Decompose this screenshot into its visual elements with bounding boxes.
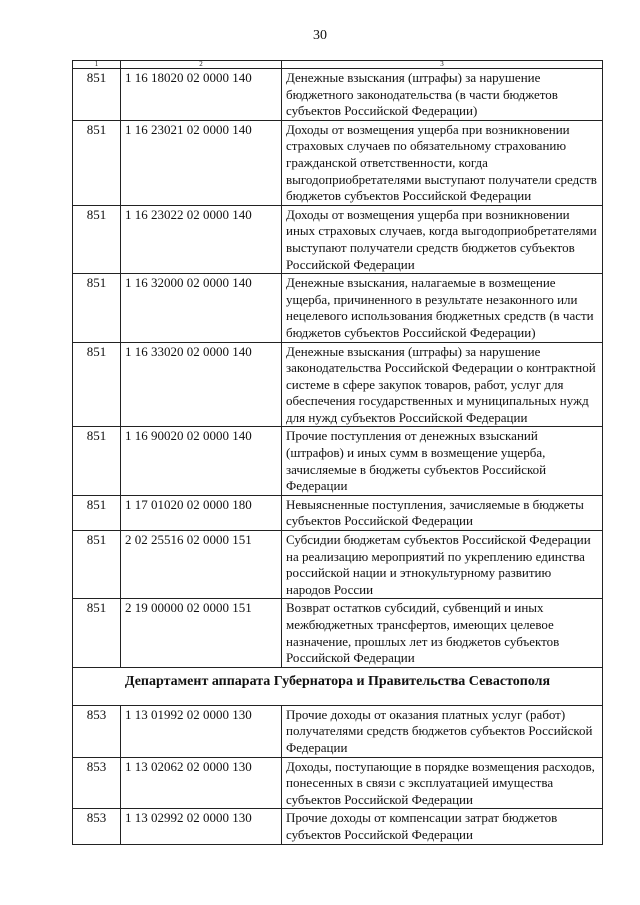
column-header: 2	[121, 61, 282, 69]
revenue-name-cell: Доходы от возмещения ущерба при возникновении иных страховых случаев, когда выгодоприобретателями выступают получатели средств бюджетов субъектов Российской Федерации	[282, 205, 603, 273]
column-header: 1	[73, 61, 121, 69]
budget-code-cell: 1 17 01020 02 0000 180	[121, 495, 282, 530]
table-row	[73, 205, 603, 273]
table-row	[73, 427, 603, 495]
revenue-codes-table	[72, 60, 603, 845]
revenue-name-cell: Прочие доходы от компенсации затрат бюджетов субъектов Российской Федерации	[282, 809, 603, 844]
budget-code-cell: 1 16 32000 02 0000 140	[121, 274, 282, 342]
budget-code-cell: 1 16 18020 02 0000 140	[121, 69, 282, 121]
budget-code-cell: 1 13 01992 02 0000 130	[121, 705, 282, 757]
revenue-name-cell: Денежные взыскания (штрафы) за нарушение бюджетного законодательства (в части бюджетов субъектов Российской Федерации)	[282, 69, 603, 121]
budget-code-cell: 1 16 23021 02 0000 140	[121, 120, 282, 205]
revenue-name-cell: Прочие доходы от оказания платных услуг (работ) получателями средств бюджетов субъектов Российской Федерации	[282, 705, 603, 757]
table-row	[73, 120, 603, 205]
revenue-name-cell: Субсидии бюджетам субъектов Российской Федерации на реализацию мероприятий по укреплению единства российской нации и этнокультурному развитию народов России	[282, 531, 603, 599]
admin-code-cell: 853	[73, 757, 121, 809]
table-row	[73, 274, 603, 342]
section-title: Департамент аппарата Губернатора и Правительства Севастополя	[73, 667, 603, 705]
table-row	[73, 599, 603, 667]
admin-code-cell: 853	[73, 809, 121, 844]
admin-code-cell: 853	[73, 705, 121, 757]
revenue-name-cell: Доходы, поступающие в порядке возмещения расходов, понесенных в связи с эксплуатацией имущества субъектов Российской Федерации	[282, 757, 603, 809]
revenue-name-cell: Прочие поступления от денежных взысканий (штрафов) и иных сумм в возмещение ущерба, зачисляемые в бюджеты субъектов Российской Федерации	[282, 427, 603, 495]
admin-code-cell: 851	[73, 69, 121, 121]
revenue-name-cell: Денежные взыскания (штрафы) за нарушение законодательства Российской Федерации о контрактной системе в сфере закупок товаров, работ, услуг для обеспечения государственных и муниципальных нужд для нужд субъектов Российской Федерации	[282, 342, 603, 427]
admin-code-cell: 851	[73, 342, 121, 427]
table-row	[73, 69, 603, 121]
budget-code-cell: 1 13 02062 02 0000 130	[121, 757, 282, 809]
table-row	[73, 342, 603, 427]
admin-code-cell: 851	[73, 427, 121, 495]
table-row	[73, 705, 603, 757]
admin-code-cell: 851	[73, 120, 121, 205]
admin-code-cell: 851	[73, 205, 121, 273]
budget-code-cell: 1 13 02992 02 0000 130	[121, 809, 282, 844]
budget-code-cell: 1 16 23022 02 0000 140	[121, 205, 282, 273]
admin-code-cell: 851	[73, 274, 121, 342]
budget-code-cell: 1 16 33020 02 0000 140	[121, 342, 282, 427]
revenue-name-cell: Возврат остатков субсидий, субвенций и иных межбюджетных трансфертов, имеющих целевое назначение, прошлых лет из бюджетов субъектов Российской Федерации	[282, 599, 603, 667]
column-header: 3	[282, 61, 603, 69]
revenue-name-cell: Невыясненные поступления, зачисляемые в бюджеты субъектов Российской Федерации	[282, 495, 603, 530]
section-header-row	[73, 667, 603, 705]
column-number-row	[73, 61, 603, 69]
table-row	[73, 531, 603, 599]
table-row	[73, 495, 603, 530]
admin-code-cell: 851	[73, 599, 121, 667]
budget-code-cell: 2 02 25516 02 0000 151	[121, 531, 282, 599]
revenue-name-cell: Доходы от возмещения ущерба при возникновении страховых случаев по обязательному страхованию гражданской ответственности, когда выгодоприобретателями выступают получатели средств бюджетов субъектов Российской Федерации	[282, 120, 603, 205]
revenue-name-cell: Денежные взыскания, налагаемые в возмещение ущерба, причиненного в результате незаконного или нецелевого использования бюджетных средств (в части бюджетов субъектов Российской Федерации)	[282, 274, 603, 342]
page-number: 30	[313, 28, 327, 43]
table-row	[73, 757, 603, 809]
admin-code-cell: 851	[73, 495, 121, 530]
table-row	[73, 809, 603, 844]
admin-code-cell: 851	[73, 531, 121, 599]
budget-code-cell: 1 16 90020 02 0000 140	[121, 427, 282, 495]
budget-code-cell: 2 19 00000 02 0000 151	[121, 599, 282, 667]
